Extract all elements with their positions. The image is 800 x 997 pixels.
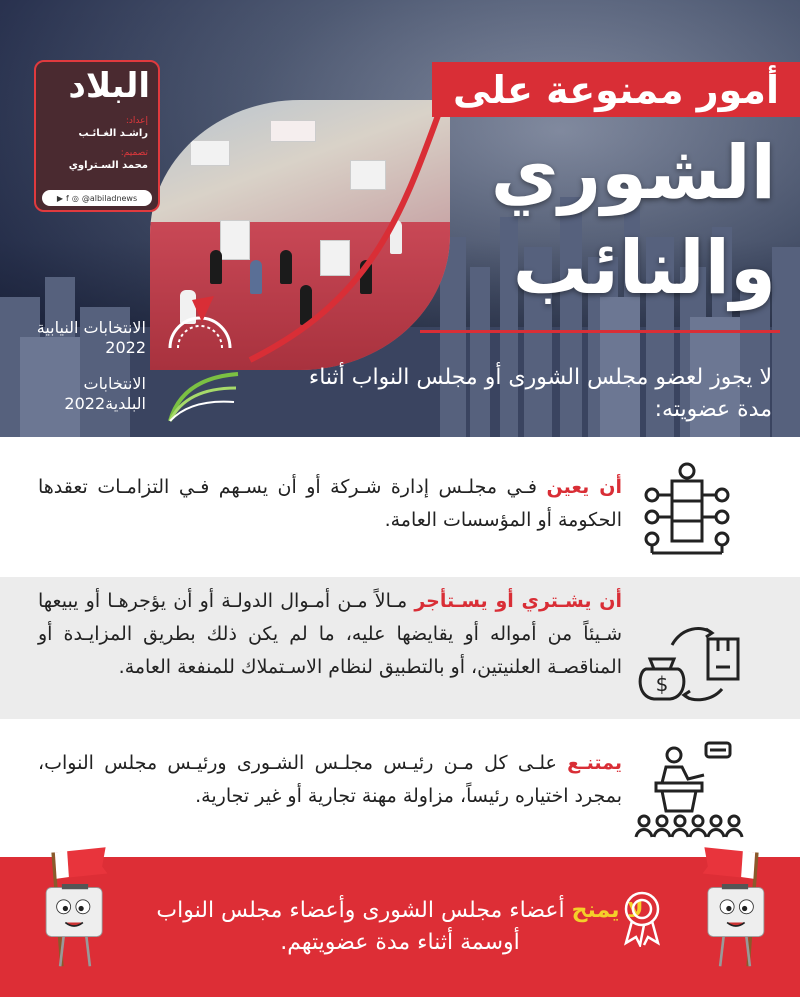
instagram-icon: ◎ — [71, 193, 79, 203]
title-line-2: والنائب — [512, 225, 776, 311]
footer-text — [140, 895, 660, 959]
org-chart-icon — [632, 461, 742, 557]
prepared-label: إعداد: — [125, 116, 148, 126]
intro-text: لا يجوز لعضو مجلس الشورى أو مجلس النواب أثناء مدة عضويته: — [308, 365, 772, 422]
design-label: تصميم: — [120, 148, 148, 158]
restriction-keyword-3: يمتنـع — [567, 752, 622, 774]
parliamentary-elections-label: الانتخابات النيابية 2022 — [36, 318, 146, 357]
restriction-keyword-2: أن يشـتري أو يسـتأجر — [414, 590, 622, 612]
ballot-box-mascot-left — [20, 835, 130, 975]
facebook-icon: f — [66, 193, 69, 203]
title-line-1: الشوري — [490, 130, 776, 216]
design-name: محمد السـتراوي — [68, 160, 148, 171]
youtube-icon: ▶ — [56, 193, 63, 203]
municipal-elections-logo — [160, 366, 240, 426]
svg-text:$: $ — [655, 672, 669, 696]
restriction-body-1: فـي مجلـس إدارة شـركة أو أن يسـهم فـي التزامـات تعقدها الحكومة أو المؤسسات العامة. — [38, 476, 622, 531]
restriction-body-3: علـى كل مـن رئيـس مجلـس الشـورى ورئيـس مجلس النواب، بمجرد اختياره رئيساً، مزاولة مهنة تجارية أو غير تجارية. — [38, 752, 622, 807]
social-handle: @albiladnews — [81, 193, 138, 203]
restriction-item-2 — [0, 577, 800, 719]
title-divider — [420, 330, 780, 333]
restriction-text-1 — [38, 471, 622, 537]
footer-body: أعضاء مجلس الشورى وأعضاء مجلس النواب أوسمة أثناء مدة عضويتهم. — [156, 898, 572, 955]
municipal-elections-label: الانتخابات البلدية2022 — [64, 374, 146, 413]
restriction-text-2 — [38, 585, 622, 684]
footer-keyword: لا يمنح — [571, 898, 644, 923]
hero-section — [0, 0, 800, 437]
award-ribbon-icon — [618, 887, 666, 947]
albilad-logo: البلاد — [68, 66, 150, 106]
restriction-body-2: مـالاً مـن أمـوال الدولـة أو أن يؤجرهـا أو يبيعها شـيئاً من أمواله أو يقايضها عليه، ما لم يكن ذلك بطريق المزايـدة أو المناقصـة العلنيتين، أو بالتطبيق لنظام الاسـتملاك للمنفعة العامة. — [38, 590, 622, 678]
restriction-text-3 — [38, 747, 622, 813]
speaker-podium-icon — [632, 739, 752, 839]
ballot-box-mascot-right — [680, 835, 790, 975]
albilad-logo-card — [34, 60, 160, 212]
restriction-item-1 — [0, 437, 800, 577]
parliamentary-elections-logo — [162, 292, 238, 356]
title-banner: أمور ممنوعة على — [432, 62, 800, 117]
prepared-name: راشـد الغـائـب — [78, 128, 148, 139]
restriction-keyword-1: أن يعين — [546, 476, 622, 498]
money-exchange-icon — [632, 619, 752, 703]
social-handles-bar — [42, 190, 152, 206]
